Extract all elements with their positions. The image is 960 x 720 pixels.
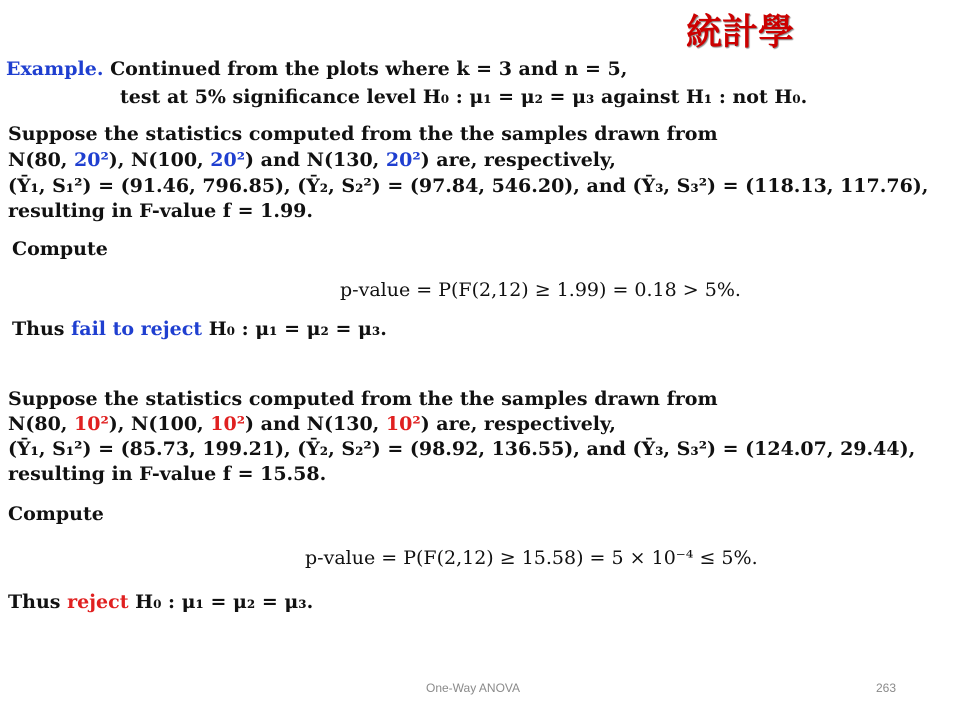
case2-variance-3: 10² bbox=[385, 413, 421, 435]
case1-pvalue: p-value = P(F(2,12) ≥ 1.99) = 0.18 > 5%. bbox=[340, 279, 741, 301]
example-line-2: test at 5% significance level H₀ : μ₁ = μ₂ = μ₃ against H₁ : not H₀. bbox=[120, 86, 808, 108]
case2-dist-text: N(80, bbox=[8, 413, 75, 435]
case1-thus: Thus bbox=[12, 318, 72, 340]
case2-compute-label: Compute bbox=[8, 503, 104, 525]
case2-hypothesis: H₀ : μ₁ = μ₂ = μ₃. bbox=[128, 591, 314, 613]
case1-variance-3: 20² bbox=[385, 149, 421, 171]
case2-line-1: Suppose the statistics computed from the the samples drawn from bbox=[8, 388, 718, 410]
case2-conclusion bbox=[8, 591, 313, 613]
case1-dist-text: ), N(100, bbox=[108, 149, 211, 171]
case2-dist-text: ), N(100, bbox=[108, 413, 211, 435]
case2-line-3: (Ȳ₁, S₁²) = (85.73, 199.21), (Ȳ₂, S₂²) = (98.92, 136.55), and (Ȳ₃, S₃²) = (124.07, 29.44), bbox=[8, 438, 916, 460]
case1-compute-label: Compute bbox=[12, 238, 108, 260]
case1-conclusion bbox=[12, 318, 387, 340]
case1-dist-text: N(80, bbox=[8, 149, 75, 171]
case2-variance-2: 10² bbox=[210, 413, 246, 435]
case2-line-2 bbox=[8, 413, 616, 435]
example-label: Example. bbox=[6, 58, 104, 80]
case2-line-4: resulting in F-value f = 15.58. bbox=[8, 463, 327, 485]
case2-decision: reject bbox=[67, 591, 129, 613]
case2-dist-text: ) and N(130, bbox=[245, 413, 386, 435]
case2-dist-text: ) are, respectively, bbox=[420, 413, 616, 435]
example-text-1: Continued from the plots where k = 3 and n = 5, bbox=[110, 58, 628, 80]
case1-variance-1: 20² bbox=[74, 149, 109, 171]
case1-line-4: resulting in F-value f = 1.99. bbox=[8, 200, 314, 222]
footer-title: One-Way ANOVA bbox=[426, 681, 521, 695]
case1-hypothesis: H₀ : μ₁ = μ₂ = μ₃. bbox=[202, 318, 387, 340]
case2-variance-1: 10² bbox=[74, 413, 109, 435]
case1-line-3: (Ȳ₁, S₁²) = (91.46, 796.85), (Ȳ₂, S₂²) = (97.84, 546.20), and (Ȳ₃, S₃²) = (118.13, 117.76), bbox=[8, 175, 929, 197]
case1-variance-2: 20² bbox=[210, 149, 246, 171]
case1-line-1: Suppose the statistics computed from the the samples drawn from bbox=[8, 123, 718, 145]
case1-dist-text: ) are, respectively, bbox=[420, 149, 616, 171]
case1-dist-text: ) and N(130, bbox=[245, 149, 386, 171]
case2-thus: Thus bbox=[8, 591, 68, 613]
example-line-1 bbox=[6, 58, 627, 80]
case2-pvalue: p-value = P(F(2,12) ≥ 15.58) = 5 × 10⁻⁴ ≤ 5%. bbox=[305, 547, 758, 569]
page-number: 263 bbox=[876, 681, 897, 695]
case1-line-2 bbox=[8, 149, 616, 171]
case1-decision: fail to reject bbox=[71, 318, 203, 340]
slide-title: 統計學 bbox=[686, 12, 795, 53]
